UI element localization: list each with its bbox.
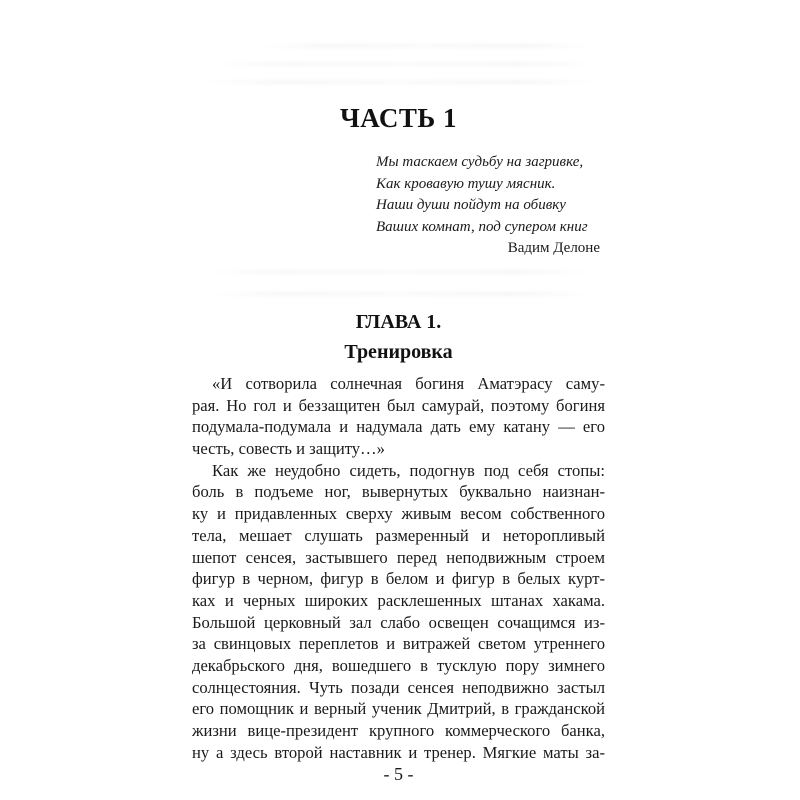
- chapter-subtitle: Тренировка: [344, 341, 453, 363]
- text-line: солнцестояния. Чуть позади сенсея неподвижно застыл: [192, 677, 605, 697]
- text-line: Большой церковный зал слабо освещен сочащимся из-: [192, 612, 605, 632]
- page-number: - 5 -: [383, 764, 414, 784]
- text-line: его помощник и верный ученик Дмитрий, в гражданской: [192, 699, 605, 719]
- text-line: боль в подъеме ног, вывернутых буквально наизнан-: [192, 482, 605, 502]
- part-title: ЧАСТЬ 1: [339, 103, 458, 133]
- text-line: шепот сенсея, застывшего перед неподвижным строем: [192, 547, 605, 567]
- body-text: [192, 373, 605, 763]
- text-line: тела, мешает слушать размеренный и неторопливый: [192, 525, 605, 545]
- text-line: декабрьского дня, вошедшего в тусклую пору зимнего: [192, 655, 605, 675]
- text-line: за свинцовых переплетов и витражей светом утреннего: [192, 634, 605, 654]
- chapter-title: ГЛАВА 1.: [355, 311, 442, 333]
- text-line: жизни вице-президент крупного коммерческого банка,: [192, 721, 605, 740]
- text-line: «И сотворила солнечная богиня Аматэрасу саму-: [212, 374, 605, 393]
- text-line: подумала-подумала и надумала дать ему катану — его: [192, 417, 605, 437]
- book-page: [192, 0, 605, 800]
- epigraph: [376, 152, 600, 260]
- text-line: Как же неудобно сидеть, подогнув под себя стопы:: [212, 460, 605, 480]
- epigraph-line: Наши души пойдут на обивку: [376, 197, 566, 213]
- text-line: честь, совесть и защиту…»: [192, 439, 385, 459]
- epigraph-line: Мы таскаем судьбу на загривке,: [376, 154, 584, 170]
- epigraph-line: Ваших комнат, под супером книг: [376, 218, 588, 235]
- text-line: ках и черных широких расклешенных штанах хакама.: [192, 590, 605, 610]
- text-line: рая. Но гол и беззащитен был самурай, поэтому богиня: [192, 395, 605, 415]
- epigraph-author: Вадим Делоне: [507, 240, 600, 256]
- epigraph-line: Как кровавую тушу мясник.: [376, 175, 556, 192]
- text-line: ну а здесь второй наставник и тренер. Мягкие маты за-: [192, 742, 605, 762]
- text-line: фигур в черном, фигур в белом и фигур в белых курт-: [192, 569, 605, 589]
- text-line: ку и придавленных сверху живым весом собственного: [192, 504, 605, 524]
